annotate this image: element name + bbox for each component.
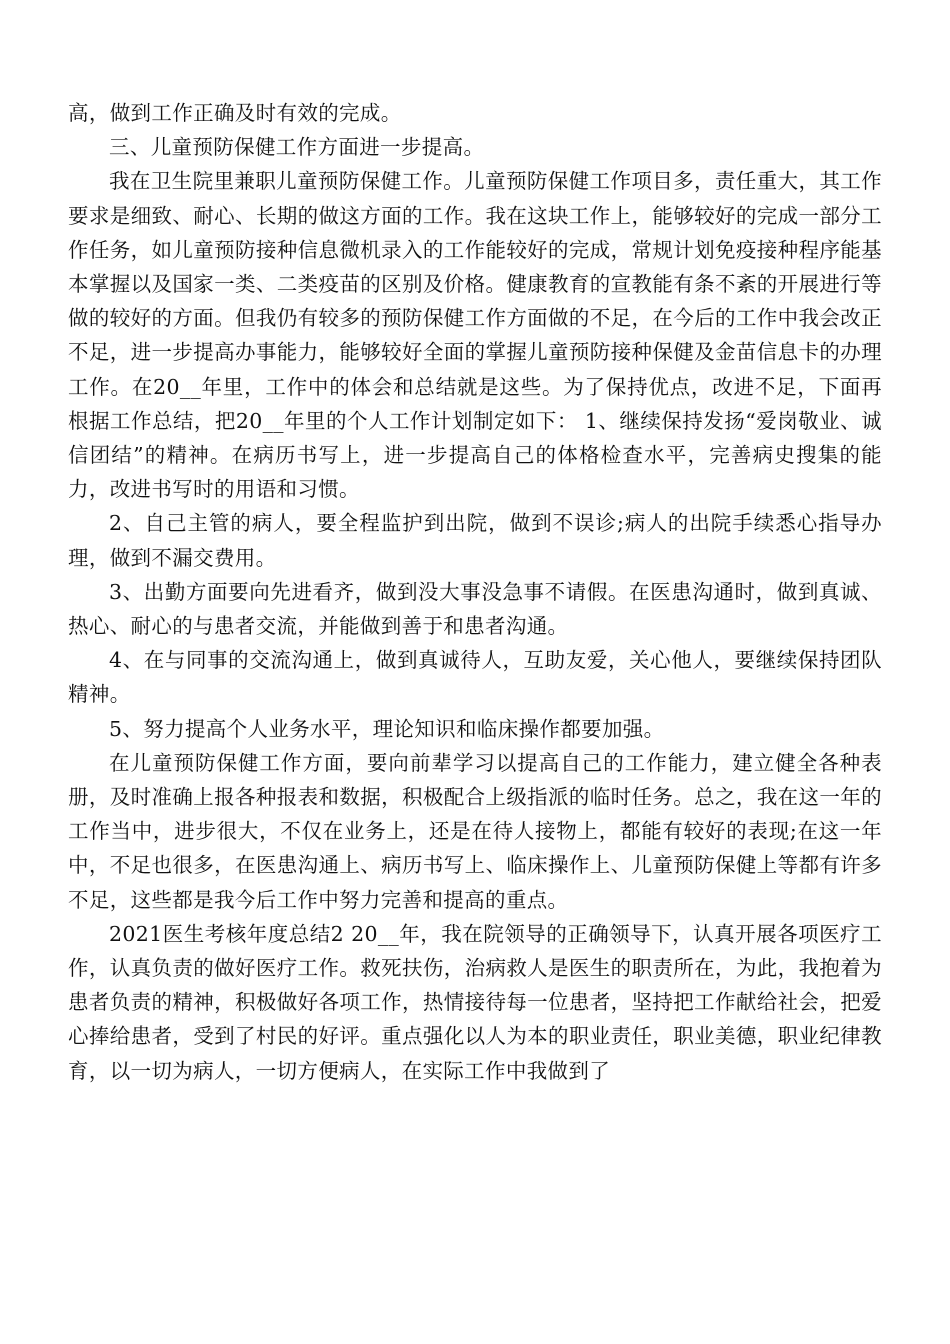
paragraph-annual-summary-2: 2021医生考核年度总结2 20__年，我在院领导的正确领导下，认真开展各项医疗工作，认真负责的做好医疗工作。救死扶伤，治病救人是医生的职责所在，为此，我抱着为患者负责的精神，积极做好各项工作，热情接待每一位患者，坚持把工作献给社会，把爱心捧给患者，受到了村民的好评。重点强化以人为本的职业责任，职业美德，职业纪律教育，以一切为病人，一切方便病人，在实际工作中我做到了 [68, 921, 882, 1083]
section-heading-child-health: 三、儿童预防保健工作方面进一步提高。 [109, 135, 485, 160]
plan-item-2: 2、自己主管的病人，要全程监护到出院，做到不误诊;病人的出院手续悉心指导办理，做到不漏交费用。 [68, 511, 882, 570]
paragraph-summary: 在儿童预防保健工作方面，要向前辈学习以提高自己的工作能力，建立健全各种表册，及时准确上报各种报表和数据，积极配合上级指派的临时任务。总之，我在这一年的工作当中，进步很大，不仅在业务上，还是在待人接物上，都能有较好的表现;在这一年中，不足也很多，在医患沟通上、病历书写上、临床操作上、儿童预防保健上等都有许多不足，这些都是我今后工作中努力完善和提高的重点。 [68, 750, 882, 912]
plan-item-4: 4、在与同事的交流沟通上，做到真诚待人，互助友爱，关心他人，要继续保持团队精神。 [68, 648, 882, 707]
document-body [68, 96, 882, 1088]
paragraph-child-health-work: 我在卫生院里兼职儿童预防保健工作。儿童预防保健工作项目多，责任重大，其工作要求是细致、耐心、长期的做这方面的工作。我在这块工作上，能够较好的完成一部分工作任务，如儿童预防接种信息微机录入的工作能较好的完成，常规计划免疫接种程序能基本掌握以及国家一类、二类疫苗的区别及价格。健康教育的宣教能有条不紊的开展进行等做的较好的方面。但我仍有较多的预防保健工作方面做的不足，在今后的工作中我会改正不足，进一步提高办事能力，能够较好全面的掌握儿童预防接种保健及金苗信息卡的办理工作。在20__年里，工作中的体会和总结就是这些。为了保持优点，改进不足，下面再根据工作总结，把20__年里的个人工作计划制定如下： 1、继续保持发扬“爱岗敬业、诚信团结”的精神。在病历书写上，进一步提高自己的体格检查水平，完善病史搜集的能力，改进书写时的用语和习惯。 [68, 169, 882, 502]
plan-item-3: 3、出勤方面要向先进看齐，做到没大事没急事不请假。在医患沟通时，做到真诚、热心、耐心的与患者交流，并能做到善于和患者沟通。 [68, 579, 882, 639]
paragraph-continuation: 高，做到工作正确及时有效的完成。 [68, 101, 402, 125]
plan-item-5: 5、努力提高个人业务水平，理论知识和临床操作都要加强。 [109, 716, 665, 741]
